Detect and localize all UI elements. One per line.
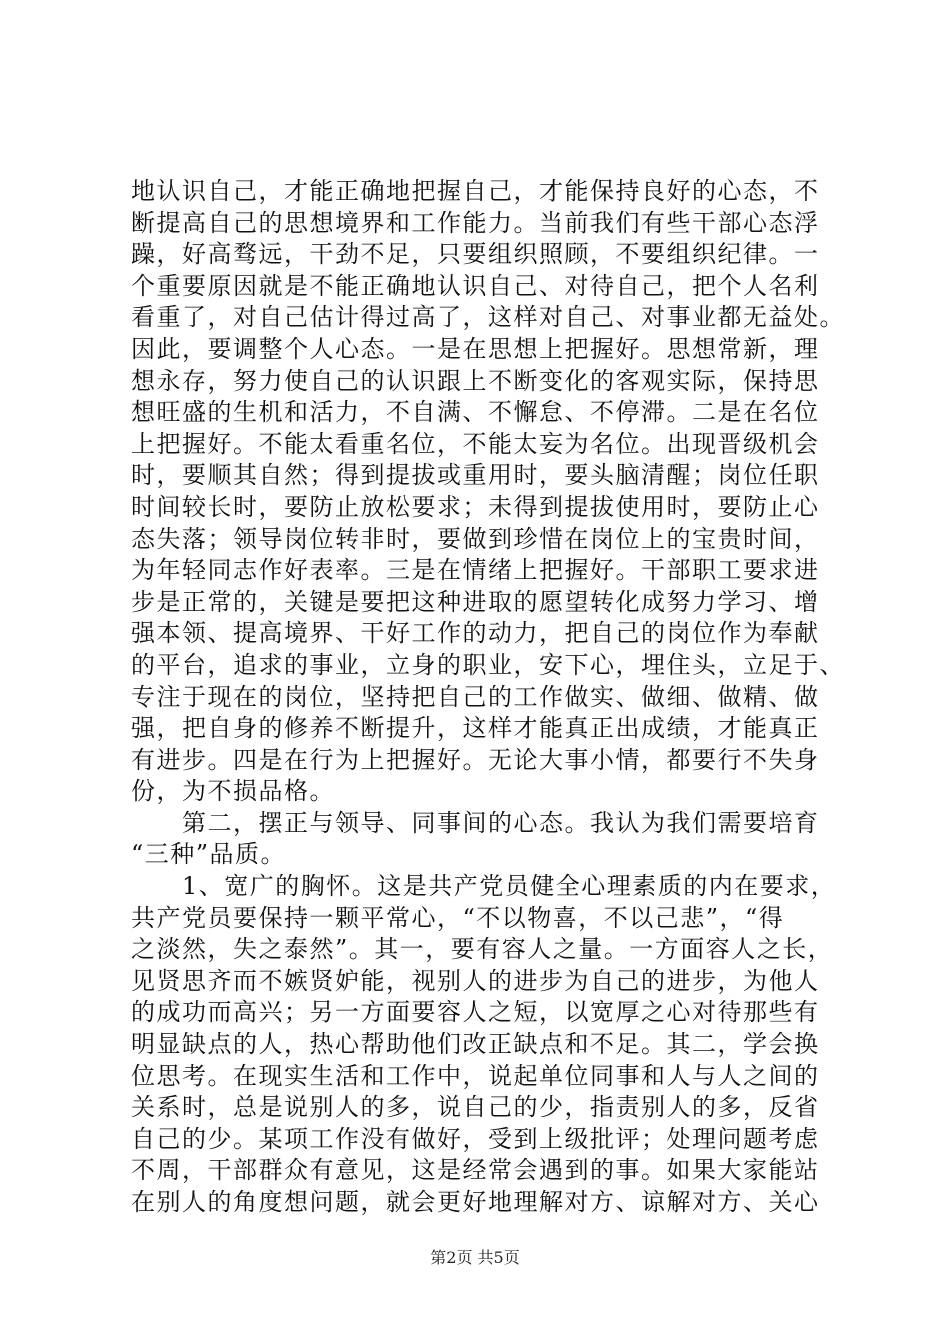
text-line: 位思考。在现实生活和工作中，说起单位同事和人与人之间的 [131, 1061, 820, 1090]
text-line: 共产党员要保持一颗平常心，“不以物喜，不以己悲”，“得 [131, 903, 785, 932]
text-line: 看重了，对自己估计得过高了，这样对自己、对事业都无益处。 [131, 303, 845, 332]
text-line: 关系时，总是说别人的多，说自己的少，指责别人的多，反省 [131, 1093, 820, 1122]
text-line: 自己的少。某项工作没有做好，受到上级批评；处理问题考虑 [131, 1124, 820, 1153]
text-line: “三种”品质。 [131, 840, 287, 869]
text-line: 的平台，追求的事业，立身的职业，安下心，埋住头，立足于、 [131, 650, 845, 679]
text-line: 上把握好。不能太看重名位，不能太妄为名位。出现晋级机会 [131, 429, 820, 458]
text-line: 时，要顺其自然；得到提拔或重用时，要头脑清醒；岗位任职 [131, 461, 820, 490]
text-line: 躁，好高骛远，干劲不足，只要组织照顾，不要组织纪律。一 [131, 240, 820, 269]
page-footer: 第2页 共5页 [430, 1248, 520, 1267]
text-line: 态失落；领导岗位转非时，要做到珍惜在岗位上的宝贵时间， [131, 524, 820, 553]
text-line: 之淡然，失之泰然”。其一，要有容人之量。一方面容人之长， [131, 935, 834, 964]
text-line: 1、宽广的胸怀。这是共产党员健全心理素质的内在要求， [131, 872, 837, 901]
text-line: 强，把自身的修养不断提升，这样才能真正出成绩，才能真正 [131, 714, 820, 743]
text-line: 在别人的角度想问题，就会更好地理解对方、谅解对方、关心 [131, 1188, 820, 1216]
text-line: 强本领、提高境界、干好工作的动力，把自己的岗位作为奉献 [131, 619, 820, 648]
text-line: 明显缺点的人，热心帮助他们改正缺点和不足。其二，学会换 [131, 1030, 820, 1059]
text-line: 步是正常的，关键是要把这种进取的愿望转化成努力学习、增 [131, 587, 820, 616]
text-line: 时间较长时，要防止放松要求；未得到提拔使用时，要防止心 [131, 492, 820, 521]
body-text [131, 176, 845, 1219]
text-line: 想永存，努力使自己的认识跟上不断变化的客观实际，保持思 [131, 366, 820, 395]
text-line: 份，为不损品格。 [131, 777, 335, 806]
text-line: 的成功而高兴；另一方面要容人之短，以宽厚之心对待那些有 [131, 998, 820, 1027]
text-line: 地认识自己，才能正确地把握自己，才能保持良好的心态，不 [131, 177, 820, 205]
text-line: 想旺盛的生机和活力，不自满、不懈怠、不停滞。二是在名位 [131, 398, 820, 427]
text-line: 不周，干部群众有意见，这是经常会遇到的事。如果大家能站 [131, 1156, 820, 1185]
text-line: 断提高自己的思想境界和工作能力。当前我们有些干部心态浮 [131, 208, 820, 237]
text-line: 为年轻同志作好表率。三是在情绪上把握好。干部职工要求进 [131, 556, 820, 585]
text-line: 专注于现在的岗位，坚持把自己的工作做实、做细、做精、做 [131, 682, 820, 711]
text-line: 因此，要调整个人心态。一是在思想上把握好。思想常新，理 [131, 334, 820, 363]
text-line: 见贤思齐而不嫉贤妒能，视别人的进步为自己的进步，为他人 [131, 966, 820, 995]
text-line: 有进步。四是在行为上把握好。无论大事小情，都要行不失身 [131, 745, 820, 774]
text-line: 第二，摆正与领导、同事间的心态。我认为我们需要培育 [131, 808, 820, 837]
text-line: 个重要原因就是不能正确地认识自己、对待自己，把个人名利 [131, 271, 820, 300]
